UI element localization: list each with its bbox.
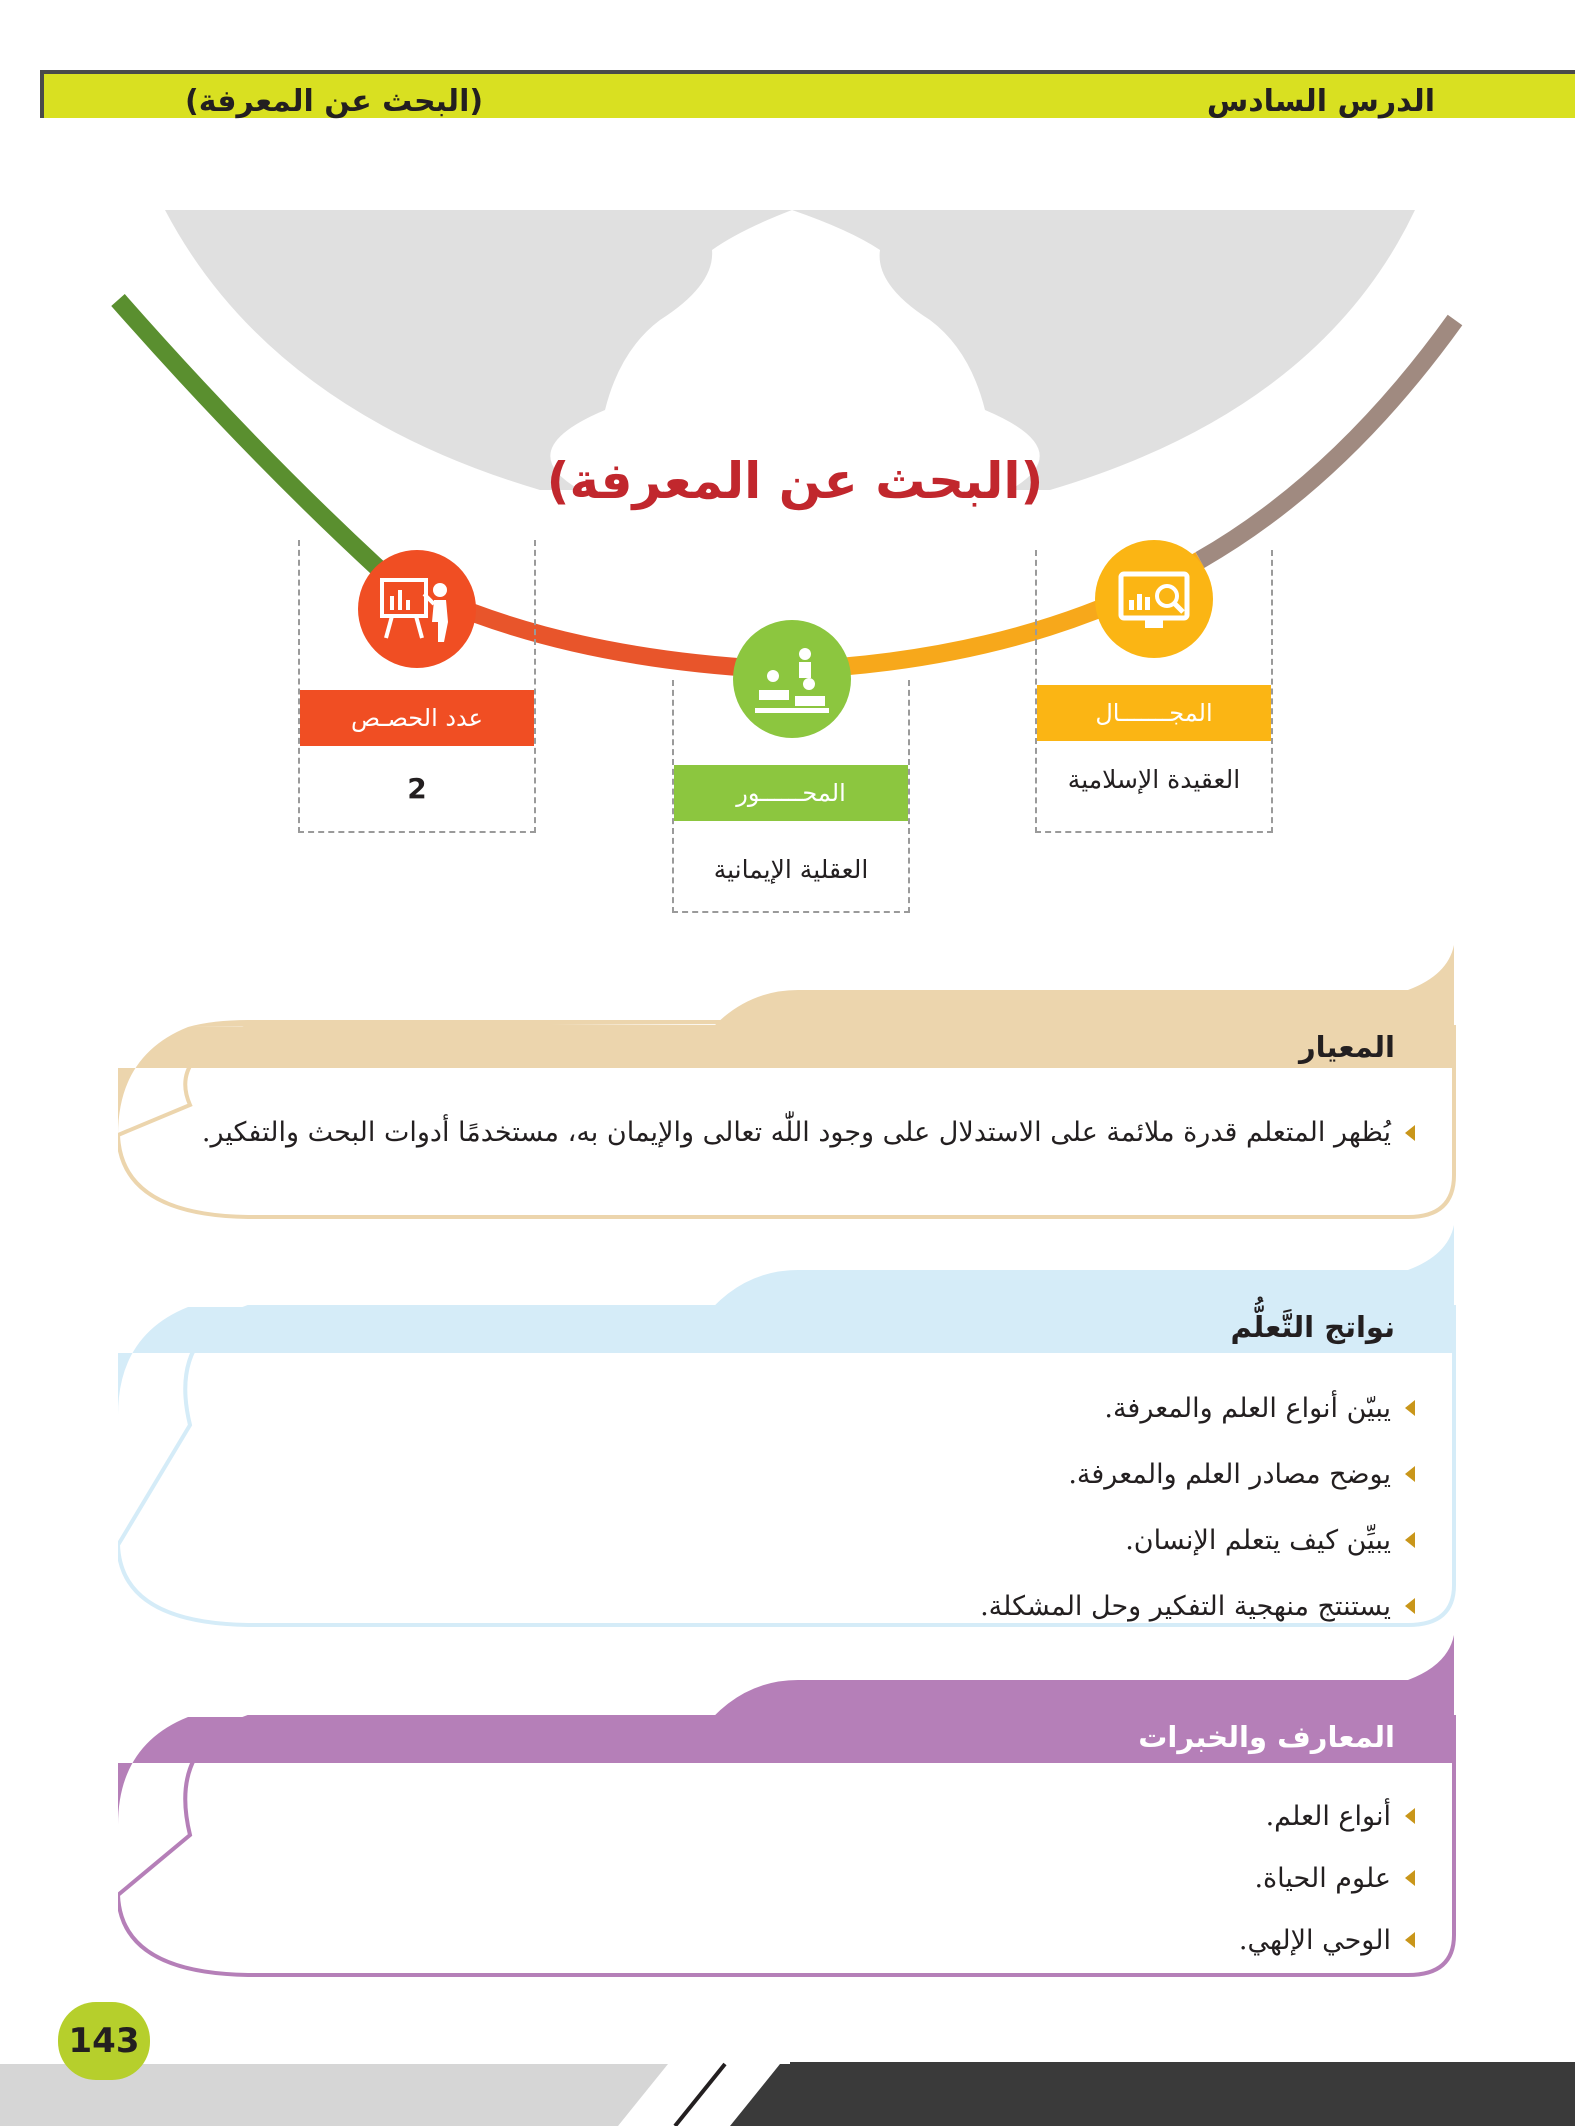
outcomes-item: يبيّن أنواع العلم والمعرفة. <box>980 1375 1415 1441</box>
knowledge-item: أنواع العلم. <box>1239 1785 1415 1847</box>
hero-title: (البحث عن المعرفة) <box>546 452 1044 510</box>
bullet-arrow-icon <box>1405 1808 1415 1824</box>
outcomes-list <box>980 1375 1415 1639</box>
info-label-axis: المحــــــور <box>674 765 908 821</box>
presenter-board-icon <box>358 550 476 668</box>
info-value-sessions: 2 <box>407 772 427 805</box>
knowledge-title: المعارف والخبرات <box>1138 1720 1395 1754</box>
knowledge-item: علوم الحياة. <box>1239 1847 1415 1909</box>
classroom-teacher-icon <box>733 620 851 738</box>
info-label-sessions: عدد الحصـص <box>300 690 534 746</box>
bullet-arrow-icon <box>1405 1466 1415 1482</box>
lesson-number: الدرس السادس <box>1206 84 1435 119</box>
presentation-analytics-icon <box>1095 540 1213 658</box>
outcomes-item: يوضح مصادر العلم والمعرفة. <box>980 1441 1415 1507</box>
footer-graphic <box>0 2050 1575 2126</box>
bullet-arrow-icon <box>1405 1125 1415 1141</box>
bullet-arrow-icon <box>1405 1400 1415 1416</box>
standard-list <box>202 1117 1415 1148</box>
bullet-arrow-icon <box>1405 1532 1415 1548</box>
lesson-title-header: (البحث عن المعرفة) <box>185 84 484 119</box>
outcomes-item: يستنتج منهجية التفكير وحل المشكلة. <box>980 1573 1415 1639</box>
dome-background <box>165 210 1415 490</box>
standard-item: يُظهر المتعلم قدرة ملائمة على الاستدلال على وجود اللّٰه تعالى والإيمان به، مستخدمًا أدوات البحث والتفكير. <box>202 1117 1415 1148</box>
page-number: 143 <box>58 2002 150 2080</box>
bullet-arrow-icon <box>1405 1598 1415 1614</box>
standard-title: المعيار <box>1298 1030 1395 1064</box>
info-value-axis: العقلية الإيمانية <box>713 855 869 884</box>
outcomes-item: يبيِّن كيف يتعلم الإنسان. <box>980 1507 1415 1573</box>
info-label-domain: المجـــــــال <box>1037 685 1271 741</box>
knowledge-list <box>1239 1785 1415 1971</box>
knowledge-item: الوحي الإلهي. <box>1239 1909 1415 1971</box>
bullet-arrow-icon <box>1405 1870 1415 1886</box>
bullet-arrow-icon <box>1405 1932 1415 1948</box>
info-value-domain: العقيدة الإسلامية <box>1067 765 1241 794</box>
standard-card-frame <box>118 945 1458 1220</box>
outcomes-title: نواتج التَّعلُّم <box>1230 1310 1395 1344</box>
